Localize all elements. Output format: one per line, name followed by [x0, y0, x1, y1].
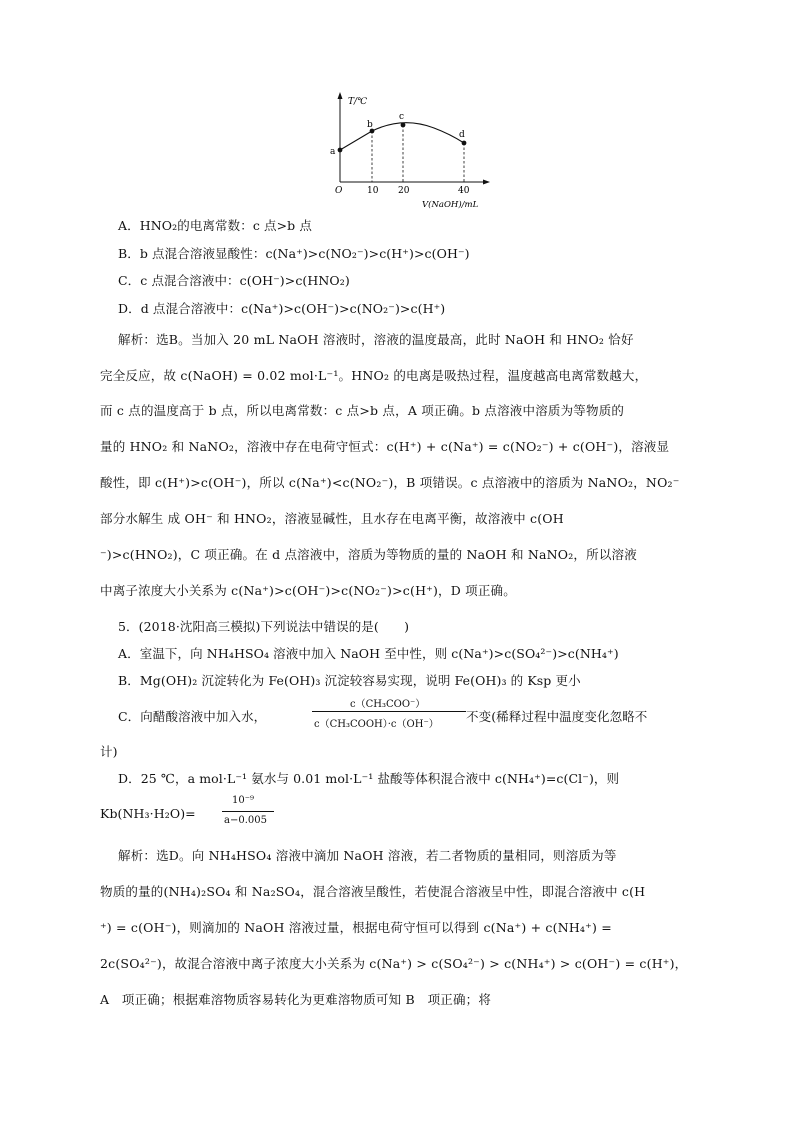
point-label-c: c [399, 112, 405, 122]
y-axis-label: T/℃ [348, 97, 368, 107]
q5-option-d: D．25 ℃，a mol·L⁻¹ 氨水与 0.01 mol·L⁻¹ 盐酸等体积混合液中 c(NH₄⁺)=c(Cl⁻)，则 [118, 771, 620, 786]
point-label-a: a [330, 147, 336, 157]
origin-label: O [335, 186, 343, 196]
q4-analysis-line: 解析：选B。当加入 20 mL NaOH 溶液时，溶液的温度最高，此时 NaOH 和 HNO₂ 恰好 [118, 332, 634, 347]
q5-option-c-prefix: C．向醋酸溶液中加入水， [118, 709, 267, 724]
q4-option-b: B．b 点混合溶液显酸性：c(Na⁺)>c(NO₂⁻)>c(H⁺)>c(OH⁻) [118, 246, 470, 261]
q4-analysis-line: ⁻)>c(HNO₂)，C 项正确。在 d 点溶液中，溶质为等物质的量的 NaOH 和 NaNO₂，所以溶液 [100, 547, 637, 562]
x-axis-label: V(NaOH)/mL [422, 200, 479, 210]
q5-option-d-kb-prefix: Kb(NH₃·H₂O)= [100, 806, 196, 821]
q5-option-d-fraction-bar [222, 811, 274, 812]
q4-analysis-line: 中离子浓度大小关系为 c(Na⁺)>c(OH⁻)>c(NO₂⁻)>c(H⁺)，D 项正确。 [100, 583, 516, 598]
x-tick-20: 20 [398, 186, 410, 196]
q4-analysis-line: 部分水解生 成 OH⁻ 和 HNO₂，溶液显碱性，且水存在电离平衡，故溶液中 c(OH [100, 511, 564, 526]
q5-option-b: B．Mg(OH)₂ 沉淀转化为 Fe(OH)₃ 沉淀较容易实现，说明 Fe(OH)₃ 的 Ksp 更小 [118, 673, 581, 688]
q5-analysis-line: A 项正确；根据难溶物质容易转化为更难溶物质可知 B 项正确；将 [100, 992, 492, 1007]
q4-option-c: C．c 点混合溶液中：c(OH⁻)>c(HNO₂) [118, 273, 350, 288]
q4-analysis-line: 完全反应，故 c(NaOH) = 0.02 mol·L⁻¹。HNO₂ 的电离是吸热过程，温度越高电离常数越大， [100, 368, 648, 383]
point-d [462, 141, 467, 146]
point-label-d: d [459, 130, 465, 140]
q5-analysis-line: ⁺) = c(OH⁻)，则滴加的 NaOH 溶液过量，根据电荷守恒可以得到 c(Na⁺) + c(NH₄⁺) = [100, 920, 612, 935]
q4-option-d: D．d 点混合溶液中：c(Na⁺)>c(OH⁻)>c(NO₂⁻)>c(H⁺) [118, 301, 446, 316]
point-label-b: b [367, 120, 373, 130]
y-axis-arrow [338, 92, 343, 99]
q5-analysis-line: 解析：选D。向 NH₄HSO₄ 溶液中滴加 NaOH 溶液，若二者物质的量相同，则溶质为等 [118, 848, 617, 863]
x-tick-40: 40 [458, 186, 470, 196]
x-tick-10: 10 [367, 186, 379, 196]
q4-analysis-line: 酸性，即 c(H⁺)>c(OH⁻)，所以 c(Na⁺)<c(NO₂⁻)，B 项错误。c 点溶液中的溶质为 NaNO₂，NO₂⁻ [100, 475, 680, 490]
q5-option-d-denominator: a−0.005 [224, 815, 267, 826]
q5-analysis-line: 物质的量的(NH₄)₂SO₄ 和 Na₂SO₄，混合溶液呈酸性，若使混合溶液呈中性，即混合溶液中 c(H [100, 884, 646, 899]
point-c [401, 123, 406, 128]
q5-option-a: A．室温下，向 NH₄HSO₄ 溶液中加入 NaOH 至中性，则 c(Na⁺)>c(SO₄²⁻)>c(NH₄⁺) [118, 646, 619, 661]
q5-option-c-denominator: c（CH₃COOH）·c（OH⁻） [314, 719, 439, 730]
q5-option-d-numerator: 10⁻⁹ [232, 795, 255, 806]
q4-option-a: A．HNO₂的电离常数：c 点>b 点 [118, 218, 312, 233]
q4-analysis-line: 量的 HNO₂ 和 NaNO₂，溶液中存在电荷守恒式：c(H⁺) + c(Na⁺) = c(NO₂⁻) + c(OH⁻)，溶液显 [100, 439, 670, 454]
q5-option-c-fraction-bar [312, 711, 466, 712]
q5-analysis-line: 2c(SO₄²⁻)，故混合溶液中离子浓度大小关系为 c(Na⁺) > c(SO₄²⁻) > c(NH₄⁺) > c(OH⁻) = c(H⁺)， [100, 956, 688, 971]
q5-option-c-numerator: c（CH₃COO⁻） [350, 699, 426, 710]
point-a [338, 148, 343, 153]
q5-option-c-continued: 计) [100, 744, 118, 759]
q5-option-c-suffix: 不变(稀释过程中温度变化忽略不 [466, 709, 648, 724]
x-axis-arrow [483, 180, 490, 185]
q5-stem: 5．(2018·沈阳高三模拟)下列说法中错误的是( ) [118, 619, 410, 634]
temperature-curve-figure [318, 88, 498, 210]
q4-analysis-line: 而 c 点的温度高于 b 点，所以电离常数：c 点>b 点，A 项正确。b 点溶液中溶质为等物质的 [100, 403, 625, 418]
